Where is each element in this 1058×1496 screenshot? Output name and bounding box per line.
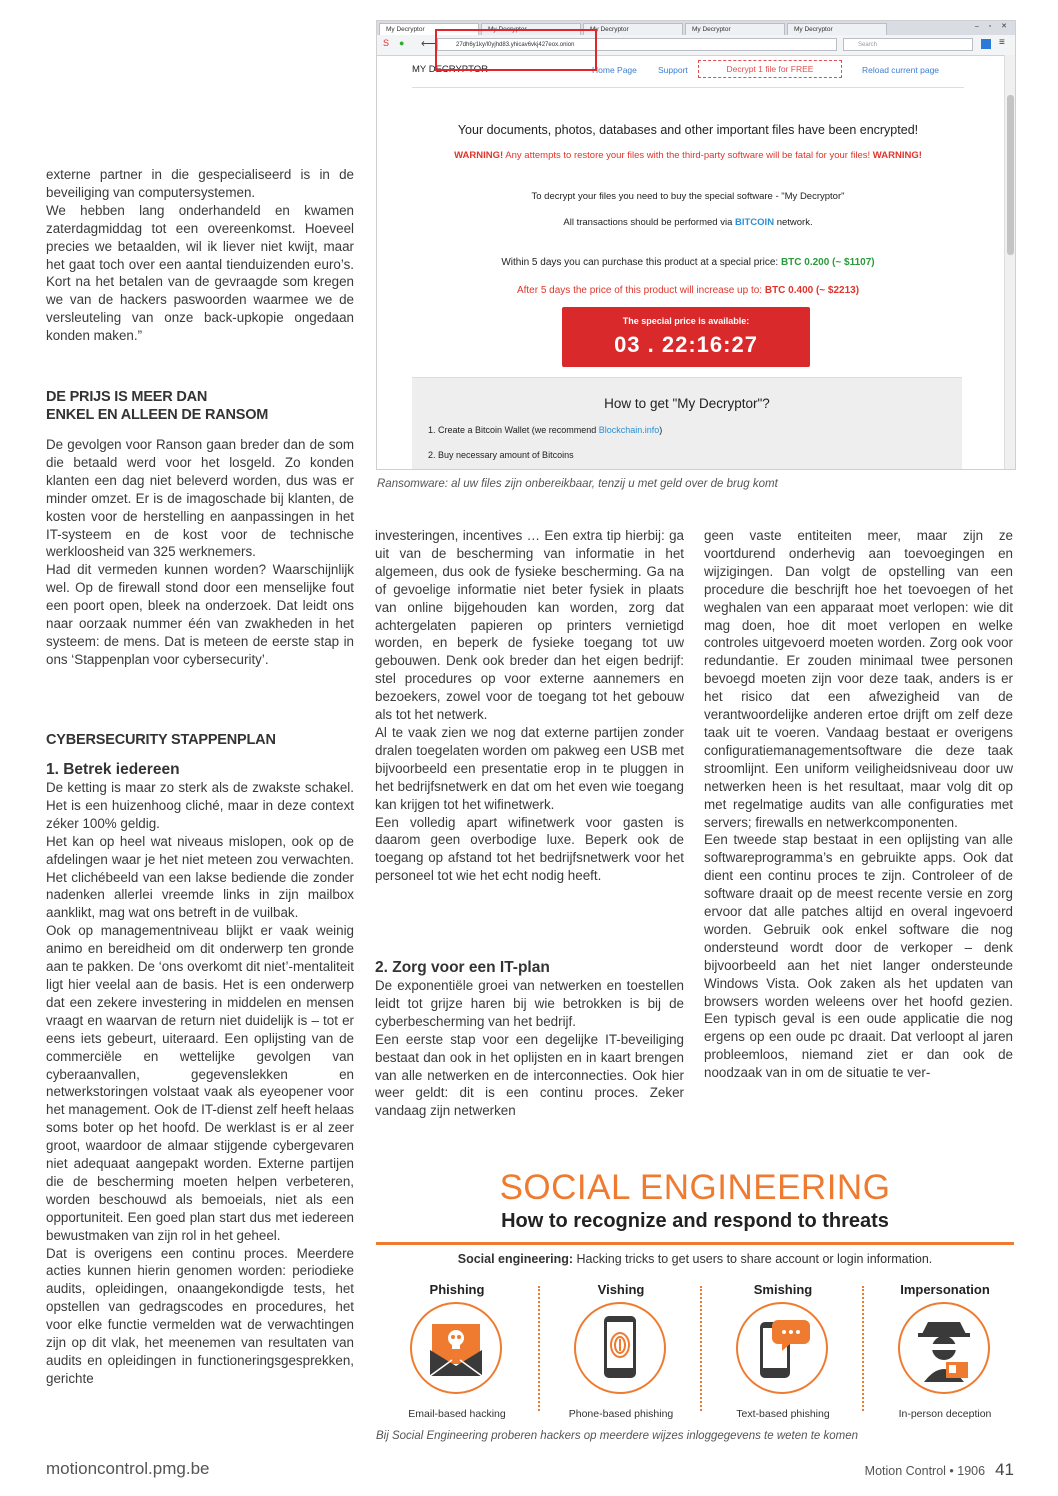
- infographic-caption: Bij Social Engineering proberen hackers op meerdere wijzes inloggegevens te weten te komen: [376, 1430, 859, 1442]
- threat-description: Text-based phishing: [736, 1408, 830, 1420]
- column-1-mid: [46, 436, 354, 669]
- ransomware-screenshot: [376, 20, 1016, 470]
- definition-text: Hacking tricks to get users to share account or login information.: [573, 1252, 933, 1266]
- price-text: [412, 257, 964, 268]
- price-pre: Within 5 days you can purchase this product at a special price:: [501, 257, 781, 268]
- threat-impersonation: [870, 1280, 1020, 1420]
- paragraph: Al te vaak zien we nog dat externe partijen zonder dralen toegelaten worden om pakweg een USB met bijvoorbeeld een presentatie erop in te pluggen in het bedrijfsnetwerk en dat om het even wie toegang kan krijgen tot het wifinetwerk.: [375, 724, 684, 812]
- paragraph: We hebben lang onderhandeld en kwamen zaterdagmiddag tot een overeenkomst. Hoeveel precies we betaalden, wil ik liever niet kwijt, maar het gaat toch over een aantal tienduizenden euro’s. Kort na het betalen van de gevraagde som kregen we van de hackers paswoorden waarmee we de versleuteling van onze back-upkopie ongedaan konden maken.”: [46, 202, 354, 344]
- warning-text: Any attempts to restore your files with the third-party software will be fatal for your files!: [503, 150, 873, 161]
- footer-website[interactable]: motioncontrol.pmg.be: [46, 1459, 210, 1478]
- paragraph: Ook op managementniveau blijkt er vaak weinig animo en bereidheid om dit onderwerp ten gronde aan te pakken. De ‘ons overkomt dit niet’-mentaliteit ligt hier veelal aan de basis. Het is een onderwerp dat een zekere investering in middelen en mensen vraagt en waarvan de return niet duidelijk is – tot er eens iets gebeurt, uiteraard. Een oplijsting van de commerciële en wettelijke gevolgen van cyberaanvallen, gegevenslekken en netwerkstoringen volstaat vaak als eyeopener voor het management. Ook de IT-dienst zelf heeft helaas soms boter op het hoofd. De werklast is er al zeer groot, waardoor de almaar stijgende cybergevaren niet adequaat aangepakt worden. Externe partijen die de bescherming moeten helpen verbeteren, worden beschouwd als bemoeials, niet als een opportuniteit. Een goed plan start dus met iedereen bewustmaken van zijn rol in het geheel.: [46, 923, 354, 1243]
- search-placeholder: Search: [858, 42, 878, 48]
- infographic-subtitle: How to recognize and respond to threats: [501, 1210, 889, 1232]
- browser-tab[interactable]: My Decryptor: [685, 23, 785, 35]
- how-title: How to get "My Decryptor"?: [604, 396, 770, 411]
- magazine-issue: Motion Control • 1906: [864, 1464, 986, 1478]
- paragraph: Een volledig apart wifinetwerk voor gasten is daarom geen overbodige luxe. Beperk ook de toegang op afstand tot het bedrijfsnetwerk voor het personeel tot wie het echt nodig heeft.: [375, 814, 684, 884]
- infographic-rule: [376, 1242, 1014, 1245]
- after-value: BTC 0.400 (~ $2213): [764, 285, 860, 296]
- infographic-definition: [376, 1252, 1014, 1266]
- how-step-1: [428, 425, 962, 435]
- social-engineering-infographic: [376, 1168, 1014, 1426]
- envelope-skull-icon: [410, 1302, 502, 1394]
- paragraph: Een tweede stap bestaat in een oplijsting van alle softwareprogramma’s en gebruikte apps. Ook dat dient een continu proces te zijn. Controleer of de software draait op de meest recente versie en zorg ervoor dat alle patches altijd en overal ingevoerd worden. Gebruik ook enkel software die nog ondersteund wordt door de verkoper – denk bijvoorbeeld aan het niet langer ondersteunde Windows Vista. Ook zaken als het updaten van browsers worden weleens over het hoofd gezien. Een typisch geval is een oude applicatie die nog ergens op een oude pc draait. Dat verloopt al jaren probleemloos, niemand ziet er dan ook de noodzaak van in om de situatie te ver-: [704, 832, 1013, 1081]
- step1-pre: 1. Create a Bitcoin Wallet (we recommend: [428, 425, 599, 435]
- threat-vishing: [546, 1280, 696, 1420]
- step-heading: 2. Zorg voor een IT-plan: [375, 959, 550, 976]
- threat-name: Phishing: [429, 1282, 485, 1297]
- step1-post: ): [659, 425, 663, 435]
- divider: [538, 1286, 542, 1411]
- reload-page-link[interactable]: Reload current page: [862, 65, 940, 75]
- threat-name: Smishing: [753, 1282, 813, 1297]
- browser-tab[interactable]: My Decryptor: [787, 23, 887, 35]
- threat-description: Phone-based phishing: [568, 1408, 674, 1420]
- footer-magazine: [865, 1460, 1014, 1480]
- definition-label: Social engineering:: [457, 1252, 574, 1266]
- bitcoin-label: BITCOIN: [735, 217, 775, 228]
- url-text: 27dh6y1ky/l0yjhd83.yhicav6vkj427eox.onion: [456, 42, 575, 48]
- column-3: [704, 527, 1013, 1082]
- timer-label: The special price is available:: [622, 316, 750, 326]
- paragraph: geen vaste entiteiten meer, maar zijn ze voortdurend onderhevig aan toevoegingen en wijzigingen. Dan volgt de opstelling van een procedure die beschrijft hoe het toevoegen of het weghalen van een apparaat moet verlopen: wie dit mag doen, hoe dit moet verlopen en welke controles uitgevoerd moeten worden. Zorg ook voor redundantie. Er zouden minimaal twee personen bevoegd moeten zijn voor deze taak, anders is er het risico dat een afwezigheid van de verantwoordelijke anderen ertoe drijft om zelf deze taak uit te voeren. Vandaag bestaat er overigens configuratiemanagementsoftware die deze taak stroomlijnt. Een uniform veiligheidsniveau door uw netwerken heen is het resultaat, maar volg dit op met regelmatige audits van alle configuraties met servers; firewalls en netwerkcomponenten.: [704, 528, 1013, 830]
- after-pre: After 5 days the price of this product will increase up to:: [516, 285, 765, 296]
- how-to-box: [412, 377, 962, 470]
- paragraph: externe partner in die gespecialiseerd is in de beveiliging van computersystemen.: [46, 167, 354, 200]
- browser-logo-icon: S: [383, 38, 390, 48]
- nav-home-link[interactable]: Home Page: [592, 65, 637, 75]
- scrollbar-thumb[interactable]: [1007, 95, 1014, 255]
- browser-tab[interactable]: My Decryptor: [583, 23, 683, 35]
- transactions-text: [412, 217, 964, 228]
- ransom-warning: [412, 150, 964, 161]
- section-heading: [46, 388, 354, 424]
- column-1-top: [46, 166, 354, 345]
- paragraph: De exponentiële groei van netwerken en toestellen leidt tot grijze haren bij wie betrokken is bij de cyberbescherming van het bedrijf.: [375, 978, 684, 1029]
- url-highlight-box: [435, 29, 597, 71]
- buy-software-text: To decrypt your files you need to buy the special software - "My Decryptor": [531, 191, 845, 202]
- ransom-headline: Your documents, photos, databases and other important files have been encrypted!: [457, 123, 919, 137]
- phone-fingerprint-icon: [574, 1302, 666, 1394]
- screenshot-caption: Ransomware: al uw files zijn onbereikbaar, tenzij u met geld over de brug komt: [377, 478, 778, 490]
- timer-value: 03 . 22:16:27: [614, 332, 758, 357]
- threat-description: In-person deception: [898, 1408, 992, 1420]
- step-heading: 1. Betrek iedereen: [46, 761, 180, 778]
- infographic-title: SOCIAL ENGINEERING: [499, 1168, 891, 1207]
- column-1-bottom: [46, 779, 354, 1388]
- threat-name: Vishing: [597, 1282, 645, 1297]
- bookmark-icon[interactable]: [981, 39, 991, 49]
- threat-smishing: [708, 1280, 858, 1420]
- transactions-post: network.: [774, 217, 813, 228]
- disguised-person-icon: [898, 1302, 990, 1394]
- how-step-2: 2. Buy necessary amount of Bitcoins: [428, 450, 574, 460]
- threat-name: Impersonation: [900, 1282, 990, 1297]
- phone-chat-icon: [736, 1302, 828, 1394]
- ransom-page: [412, 57, 964, 469]
- paragraph: De gevolgen voor Ranson gaan breder dan de som die betaald werd voor het losgeld. Zo konden klanten een dag niet beleverd worden, dus was er minder omzet. Er is de imagoschade bij klanten, de kosten voor de herstelling en aanpassingen in het IT-systeem en de kost voor de technische werkloosheid van 325 werknemers.: [46, 437, 354, 560]
- decrypt-free-button[interactable]: Decrypt 1 file for FREE: [698, 60, 842, 78]
- scrollbar[interactable]: [1004, 55, 1015, 469]
- paragraph: Het kan op heel wat niveaus mislopen, ook op de afdelingen waar je het niet meteen zou verwachten. Het clichébeeld van een lakse bediende die zonder nadenken allerlei vreemde links in zijn mailbox aanklikt, mag wat ons betreft in de vuilbak.: [46, 833, 354, 921]
- countdown-timer: [562, 307, 810, 367]
- heading-line: DE PRIJS IS MEER DAN: [46, 389, 208, 405]
- divider: [700, 1286, 704, 1411]
- threat-description: Email-based hacking: [408, 1408, 506, 1420]
- price-increase-text: [412, 285, 964, 296]
- browser-tab[interactable]: My Decryptor: [379, 23, 479, 35]
- divider: [862, 1286, 866, 1411]
- column-2-bottom: [375, 977, 684, 1120]
- warning-label: WARNING!: [454, 150, 504, 161]
- menu-icon[interactable]: ≡: [999, 37, 1005, 48]
- back-icon[interactable]: ⟵: [421, 38, 437, 50]
- window-controls-icon[interactable]: – ▫ ✕: [974, 23, 1011, 30]
- section-heading: CYBERSECURITY STAPPENPLAN: [46, 732, 276, 748]
- page-number: 41: [995, 1460, 1014, 1479]
- browser-tab[interactable]: My Decryptor: [481, 23, 581, 35]
- paragraph: Had dit vermeden kunnen worden? Waarschijnlijk wel. Op de firewall stond door een menselijke fout een poort open, bleek na onderzoek. Dat leidt ons naar oorzaak nummer één van zwakheden in het systeem: de mens. Dat is meteen de eerste stap in ons ‘Stappenplan voor cybersecurity’.: [46, 562, 354, 667]
- transactions-pre: All transactions should be performed via: [563, 217, 735, 228]
- paragraph: Een eerste stap voor een degelijke IT-beveiliging bestaat dan ook in het oplijsten en in kaart brengen van alle netwerken en de interconnecties. Ook hier weer geldt: dit is een continu proces. Zeker vandaag zijn netwerken: [375, 1031, 684, 1119]
- paragraph: investeringen, incentives … Een extra tip hierbij: ga uit van de bescherming van informatie in het algemeen, dus ook de fysieke bescherming. Ga na of gevoelige informatie niet beter fysiek in plaats van online bijgehouden kan worden, zorg dat achtergelaten papieren op printers vernietigd worden, en beperk de fysieke toegang tot uw gebouwen. Denk ook breder dan het eigen bedrijf: stel procedures op voor externe aannemers en bezoekers, zowel voor de toegang tot het gebouw als tot het netwerk.: [375, 528, 684, 723]
- site-title: MY DECRYPTOR: [412, 64, 489, 75]
- column-2-top: [375, 527, 684, 885]
- threat-phishing: [382, 1280, 532, 1420]
- nav-support-link[interactable]: Support: [658, 65, 688, 75]
- paragraph: Dat is overigens een continu proces. Meerdere acties kunnen hierin genomen worden: periodieke audits, opleidingen, onaangekondigde tests, het opstellen van gedragscodes en procedures, het voor elke functie vermelden wat de verwachtingen zijn op dit vlak, het meenemen van resultaten van audits en opleidingen in functioneringsgesprekken, gerichte: [46, 1245, 354, 1386]
- blockchain-link[interactable]: Blockchain.info: [598, 425, 660, 435]
- warning-label-end: WARNING!: [872, 150, 922, 161]
- price-value: BTC 0.200 (~ $1107): [780, 257, 875, 268]
- heading-line: ENKEL EN ALLEEN DE RANSOM: [46, 407, 269, 423]
- paragraph: De ketting is maar zo sterk als de zwakste schakel. Het is een huizenhoog cliché, maar in deze context zéker 100% geldig.: [46, 780, 354, 831]
- extension-icon[interactable]: ●: [399, 38, 405, 48]
- search-input[interactable]: [843, 38, 973, 51]
